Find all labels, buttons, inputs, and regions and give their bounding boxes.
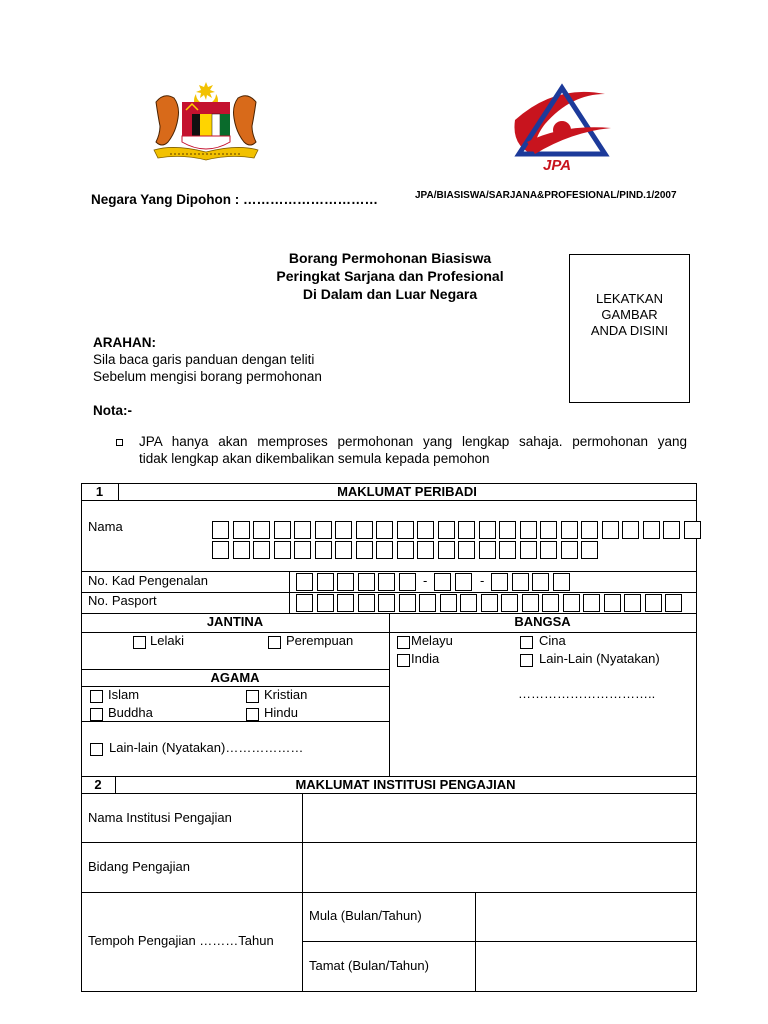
male-checkbox[interactable] — [133, 636, 146, 649]
char-cell[interactable] — [583, 594, 600, 612]
religion-title: AGAMA — [210, 670, 260, 685]
char-cell[interactable] — [645, 594, 662, 612]
char-cell[interactable] — [296, 573, 313, 591]
char-cell[interactable] — [561, 521, 578, 539]
char-cell[interactable] — [358, 594, 375, 612]
hindu-checkbox[interactable] — [246, 708, 259, 721]
ic-input-part3[interactable] — [491, 573, 573, 591]
christian-checkbox[interactable] — [246, 690, 259, 703]
race-others-label: Lain-Lain (Nyatakan) — [539, 651, 660, 666]
buddha-label: Buddha — [108, 705, 153, 720]
ic-label: No. Kad Pengenalan — [88, 573, 208, 588]
field-of-study-label: Bidang Pengajian — [88, 859, 190, 874]
char-cell[interactable] — [315, 541, 332, 559]
race-title: BANGSA — [514, 614, 571, 629]
female-label: Perempuan — [286, 633, 354, 648]
section1-number: 1 — [95, 484, 104, 499]
char-cell[interactable] — [233, 521, 250, 539]
passport-input[interactable] — [296, 594, 686, 612]
char-cell[interactable] — [499, 521, 516, 539]
char-cell[interactable] — [602, 521, 619, 539]
char-cell[interactable] — [455, 573, 472, 591]
ic-separator-1: - — [423, 573, 428, 588]
char-cell[interactable] — [684, 521, 701, 539]
field-of-study-input[interactable] — [303, 843, 696, 892]
gender-title: JANTINA — [206, 614, 264, 629]
char-cell[interactable] — [499, 541, 516, 559]
char-cell[interactable] — [356, 541, 373, 559]
char-cell[interactable] — [315, 521, 332, 539]
hindu-label: Hindu — [264, 705, 298, 720]
name-label: Nama — [88, 519, 123, 534]
char-cell[interactable] — [356, 521, 373, 539]
char-cell[interactable] — [317, 594, 334, 612]
char-cell[interactable] — [294, 541, 311, 559]
char-cell[interactable] — [376, 541, 393, 559]
char-cell[interactable] — [399, 594, 416, 612]
nota-bullet-line2: tidak lengkap akan dikembalikan semula kepada pemohon — [139, 451, 490, 466]
char-cell[interactable] — [337, 573, 354, 591]
char-cell[interactable] — [665, 594, 682, 612]
char-cell[interactable] — [458, 521, 475, 539]
char-cell[interactable] — [458, 541, 475, 559]
char-cell[interactable] — [520, 541, 537, 559]
nota-bullet-line1: JPA hanya akan memproses permohonan yang lengkap sahaja. permohonan yang — [139, 434, 687, 449]
section2-title: MAKLUMAT INSTITUSI PENGAJIAN — [295, 777, 516, 792]
char-cell[interactable] — [522, 594, 539, 612]
char-cell[interactable] — [663, 521, 680, 539]
char-cell[interactable] — [604, 594, 621, 612]
islam-label: Islam — [108, 687, 140, 702]
form-title-line3: Di Dalam dan Luar Negara — [302, 286, 478, 302]
female-checkbox[interactable] — [268, 636, 281, 649]
chinese-label: Cina — [539, 633, 566, 648]
char-cell[interactable] — [624, 594, 641, 612]
malaysia-coat-of-arms-logo — [150, 80, 262, 168]
char-cell[interactable] — [274, 521, 291, 539]
end-date-label: Tamat (Bulan/Tahun) — [309, 958, 429, 973]
malay-checkbox[interactable] — [397, 636, 410, 649]
race-others-input[interactable]: ………………………….. — [518, 686, 656, 701]
char-cell[interactable] — [542, 594, 559, 612]
char-cell[interactable] — [294, 521, 311, 539]
instructions-heading: ARAHAN: — [93, 335, 156, 350]
char-cell[interactable] — [253, 541, 270, 559]
race-others-checkbox[interactable] — [520, 654, 533, 667]
institution-label: Nama Institusi Pengajian — [88, 810, 232, 825]
char-cell[interactable] — [622, 521, 639, 539]
study-duration-label: Tempoh Pengajian ………Tahun — [88, 933, 274, 948]
char-cell[interactable] — [581, 541, 598, 559]
char-cell[interactable] — [440, 594, 457, 612]
form-title-line1: Borang Permohonan Biasiswa — [288, 250, 492, 266]
nota-heading: Nota:- — [93, 403, 132, 418]
char-cell[interactable] — [417, 541, 434, 559]
religion-others-checkbox[interactable] — [90, 743, 103, 756]
malay-label: Melayu — [411, 633, 453, 648]
applied-country-field[interactable]: Negara Yang Dipohon : ………………………… — [91, 192, 379, 207]
char-cell[interactable] — [335, 521, 352, 539]
end-date-input[interactable] — [476, 942, 696, 991]
bullet-icon — [116, 439, 123, 446]
char-cell[interactable] — [460, 594, 477, 612]
char-cell[interactable] — [233, 541, 250, 559]
instructions-line1: Sila baca garis panduan dengan teliti — [93, 352, 315, 367]
instructions-line2: Sebelum mengisi borang permohonan — [93, 369, 322, 384]
char-cell[interactable] — [434, 573, 451, 591]
char-cell[interactable] — [438, 521, 455, 539]
char-cell[interactable] — [532, 573, 549, 591]
buddha-checkbox[interactable] — [90, 708, 103, 721]
section1-title: MAKLUMAT PERIBADI — [337, 484, 477, 499]
char-cell[interactable] — [358, 573, 375, 591]
institution-input[interactable] — [303, 794, 696, 842]
char-cell[interactable] — [479, 541, 496, 559]
char-cell[interactable] — [563, 594, 580, 612]
char-cell[interactable] — [561, 541, 578, 559]
form-reference: JPA/BIASISWA/SARJANA&PROFESIONAL/PIND.1/2007 — [415, 190, 677, 201]
jpa-logo — [505, 80, 620, 175]
char-cell[interactable] — [540, 521, 557, 539]
char-cell[interactable] — [553, 573, 570, 591]
name-input-row2[interactable] — [212, 541, 602, 559]
chinese-checkbox[interactable] — [520, 636, 533, 649]
ic-input-part1[interactable] — [296, 573, 419, 591]
char-cell[interactable] — [501, 594, 518, 612]
char-cell[interactable] — [376, 521, 393, 539]
form-title-line2: Peringkat Sarjana dan Profesional — [276, 268, 504, 284]
form-title — [240, 249, 540, 303]
char-cell[interactable] — [212, 541, 229, 559]
name-input-row1[interactable] — [212, 521, 704, 539]
char-cell[interactable] — [317, 573, 334, 591]
male-label: Lelaki — [150, 633, 184, 648]
indian-checkbox[interactable] — [397, 654, 410, 667]
char-cell[interactable] — [274, 541, 291, 559]
photo-box-line3: ANDA DISINI — [590, 323, 669, 338]
islam-checkbox[interactable] — [90, 690, 103, 703]
char-cell[interactable] — [397, 541, 414, 559]
ic-separator-2: - — [480, 573, 485, 588]
char-cell[interactable] — [419, 594, 436, 612]
char-cell[interactable] — [520, 521, 537, 539]
jpa-logo-text: JPA — [543, 157, 572, 174]
start-date-label: Mula (Bulan/Tahun) — [309, 908, 422, 923]
char-cell[interactable] — [512, 573, 529, 591]
char-cell[interactable] — [581, 521, 598, 539]
ic-input-part2[interactable] — [434, 573, 475, 591]
char-cell[interactable] — [337, 594, 354, 612]
start-date-input[interactable] — [476, 893, 696, 941]
char-cell[interactable] — [378, 594, 395, 612]
religion-others-label: Lain-lain (Nyatakan)……………… — [109, 740, 304, 755]
photo-box-line1: LEKATKAN — [596, 291, 663, 306]
section2-number: 2 — [94, 777, 102, 792]
char-cell[interactable] — [399, 573, 416, 591]
char-cell[interactable] — [479, 521, 496, 539]
char-cell[interactable] — [438, 541, 455, 559]
char-cell[interactable] — [481, 594, 498, 612]
char-cell[interactable] — [491, 573, 508, 591]
photo-box-line2: GAMBAR — [601, 307, 658, 322]
char-cell[interactable] — [253, 521, 270, 539]
char-cell[interactable] — [643, 521, 660, 539]
char-cell[interactable] — [335, 541, 352, 559]
char-cell[interactable] — [540, 541, 557, 559]
indian-label: India — [411, 651, 440, 666]
char-cell[interactable] — [378, 573, 395, 591]
char-cell[interactable] — [417, 521, 434, 539]
christian-label: Kristian — [264, 687, 308, 702]
char-cell[interactable] — [296, 594, 313, 612]
char-cell[interactable] — [212, 521, 229, 539]
char-cell[interactable] — [397, 521, 414, 539]
passport-label: No. Pasport — [88, 593, 157, 608]
photo-box[interactable] — [569, 254, 690, 403]
